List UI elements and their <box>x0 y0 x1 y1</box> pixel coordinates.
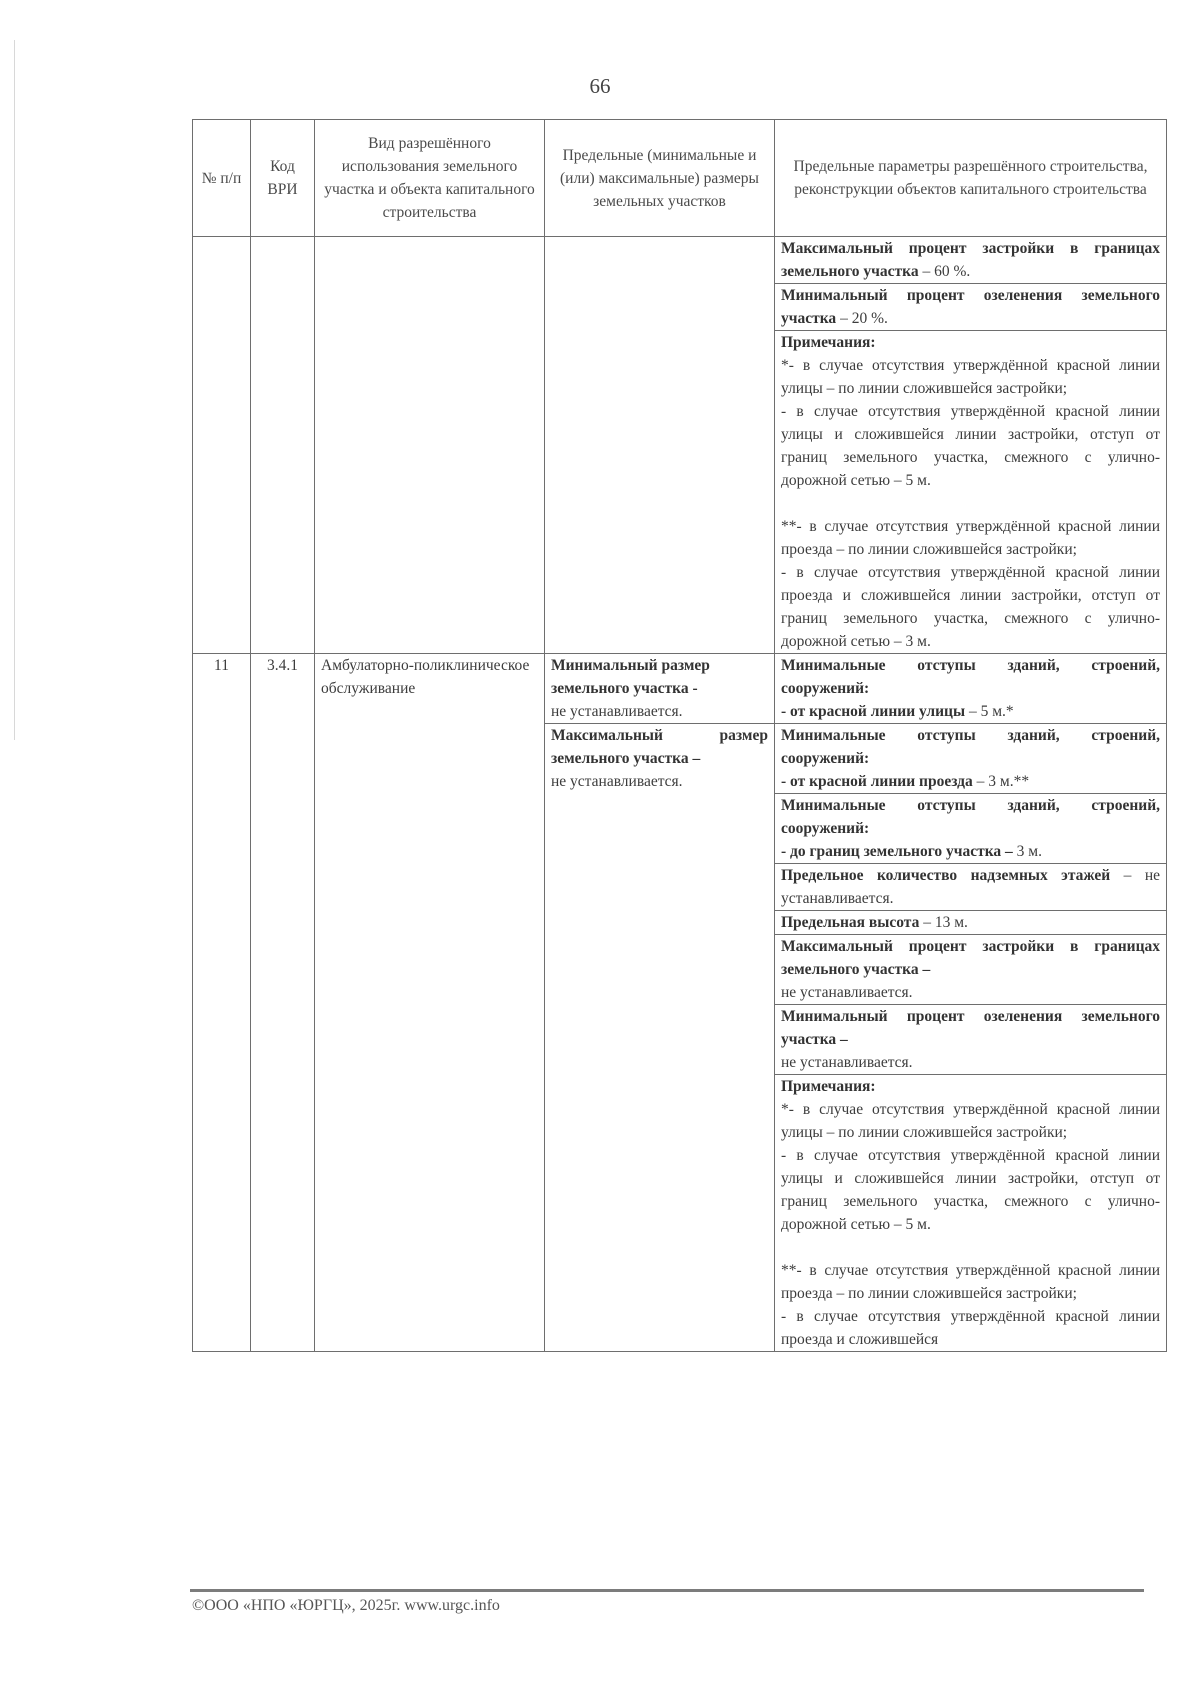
cell-min-plot: Минимальный размер земельного участка - не устанавливается. <box>545 654 775 724</box>
cell-empty <box>315 237 545 654</box>
notes-title: Примечания: <box>781 334 876 351</box>
cell-code: 3.4.1 <box>251 654 315 1352</box>
table-header <box>193 120 1167 237</box>
table-row <box>193 237 1167 284</box>
param-height: Предельная высота – 13 м. <box>775 911 1167 935</box>
header-num: № п/п <box>193 120 251 237</box>
cell-empty <box>251 237 315 654</box>
cell-empty <box>193 237 251 654</box>
footer-copyright: ©ООО «НПО «ЮРГЦ», 2025г. www.urgc.info <box>192 1597 500 1614</box>
note-paragraph: **- в случае отсутствия утверждённой красной линии проезда – по линии сложившейся застройки; <box>781 518 1160 558</box>
note-paragraph: *- в случае отсутствия утверждённой красной линии улицы – по линии сложившейся застройки; <box>781 357 1160 397</box>
regulations-table <box>192 119 1167 1352</box>
param-min-green: Минимальный процент озеленения земельного участка – 20 %. <box>775 284 1167 331</box>
note-paragraph: - в случае отсутствия утверждённой красной линии улицы и сложившейся линии застройки, отступ от границ земельного участка, смежного с улично-дорожной сетью – 5 м. <box>781 1147 1160 1233</box>
param-notes <box>775 1075 1167 1352</box>
header-code: Код ВРИ <box>251 120 315 237</box>
cell-num: 11 <box>193 654 251 1352</box>
notes-title: Примечания: <box>781 1078 876 1095</box>
param-indent-street: Минимальные отступы зданий, строений, сооружений: - от красной линии улицы – 5 м.* <box>775 654 1167 724</box>
note-paragraph: - в случае отсутствия утверждённой красной линии проезда и сложившейся линии застройки, отступ от границ земельного участка, смежного с улично-дорожной сетью – 3 м. <box>781 564 1160 650</box>
table-row <box>193 654 1167 724</box>
page-number: 66 <box>589 74 611 98</box>
cell-max-plot: Максимальный размер земельного участка – не устанавливается. <box>545 724 775 1352</box>
note-paragraph: - в случае отсутствия утверждённой красной линии проезда и сложившейся <box>781 1308 1160 1348</box>
param-notes <box>775 331 1167 654</box>
cell-empty <box>545 237 775 654</box>
scan-edge-line <box>14 40 15 740</box>
header-type: Вид разрешённого использования земельного участка и объекта капитального строительства <box>315 120 545 237</box>
param-max-percent: Максимальный процент застройки в границах земельного участка – 60 %. <box>775 237 1167 284</box>
footer-divider <box>190 1589 1144 1592</box>
note-paragraph: *- в случае отсутствия утверждённой красной линии улицы – по линии сложившейся застройки; <box>781 1101 1160 1141</box>
header-plot-size: Предельные (минимальные и (или) максимальные) размеры земельных участков <box>545 120 775 237</box>
note-paragraph: **- в случае отсутствия утверждённой красной линии проезда – по линии сложившейся застройки; <box>781 1262 1160 1302</box>
param-min-green: Минимальный процент озеленения земельного участка – не устанавливается. <box>775 1005 1167 1075</box>
param-indent-border: Минимальные отступы зданий, строений, сооружений: - до границ земельного участка – 3 м. <box>775 794 1167 864</box>
note-paragraph: - в случае отсутствия утверждённой красной линии улицы и сложившейся линии застройки, отступ от границ земельного участка, смежного с улично-дорожной сетью – 5 м. <box>781 403 1160 489</box>
param-max-percent: Максимальный процент застройки в границах земельного участка – не устанавливается. <box>775 935 1167 1005</box>
param-floors: Предельное количество надземных этажей – не устанавливается. <box>775 864 1167 911</box>
cell-type: Амбулаторно-поликлиническое обслуживание <box>315 654 545 1352</box>
header-params: Предельные параметры разрешённого строительства, реконструкции объектов капитального строительства <box>775 120 1167 237</box>
param-indent-passage: Минимальные отступы зданий, строений, сооружений: - от красной линии проезда – 3 м.** <box>775 724 1167 794</box>
